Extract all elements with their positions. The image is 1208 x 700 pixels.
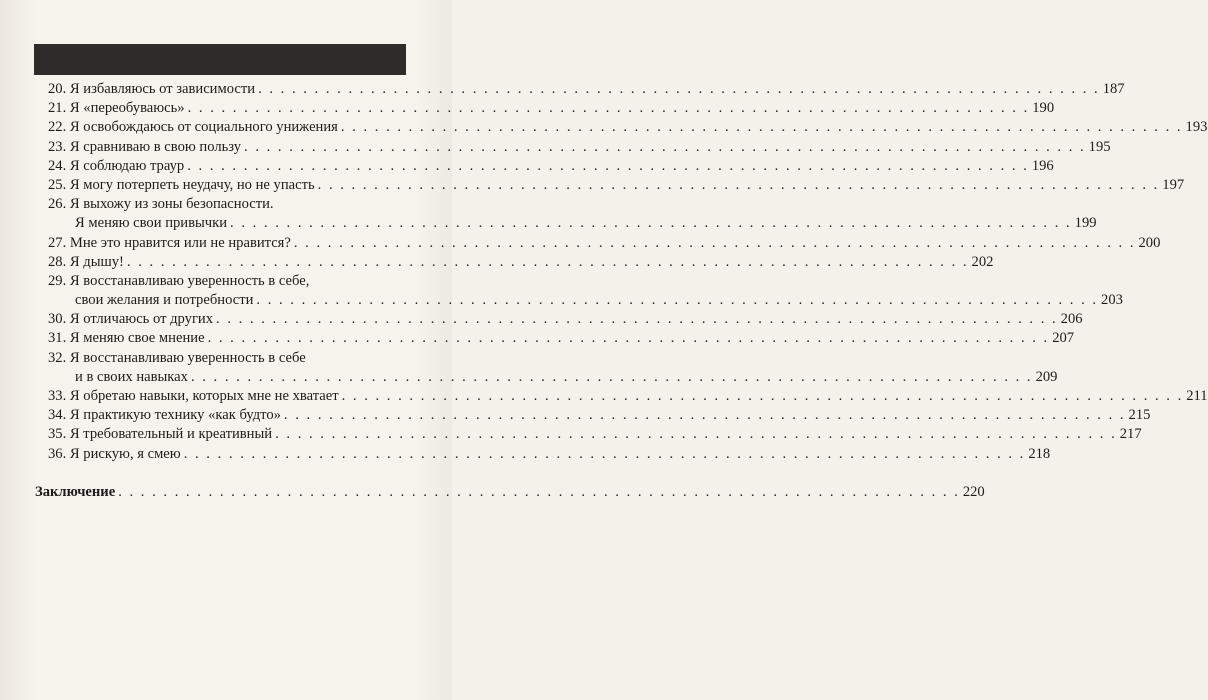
dot-leader — [230, 214, 1072, 233]
toc-entry — [48, 445, 1051, 464]
toc-entry — [48, 253, 994, 272]
toc-entry-page: 217 — [1119, 426, 1142, 443]
toc-entry — [48, 310, 1083, 329]
toc-entry-page: 215 — [1128, 407, 1151, 424]
table-of-contents — [35, 80, 1208, 502]
toc-entry-title: 23. Я сравниваю в свою пользу — [48, 138, 242, 155]
toc-entry-title: 32. Я восстанавливаю уверенность в себе — [48, 349, 306, 366]
dot-leader — [275, 425, 1117, 444]
toc-entry-first-line — [48, 349, 406, 368]
dot-leader — [256, 291, 1098, 310]
toc-entry-title: 28. Я дышу! — [48, 253, 124, 270]
dot-leader — [208, 329, 1050, 348]
dot-leader — [216, 310, 1058, 329]
toc-entry — [48, 387, 1208, 406]
toc-entry-title: 33. Я обретаю навыки, которых мне не хватает — [48, 388, 339, 404]
dot-leader — [118, 483, 960, 502]
toc-entry-title: 25. Я могу потерпеть неудачу, но не упасть — [48, 176, 315, 193]
toc-conclusion-page: 220 — [962, 483, 985, 500]
toc-entry-page: 211 — [1186, 388, 1208, 404]
toc-entry — [48, 234, 1161, 253]
toc-entry-page: 203 — [1101, 292, 1123, 309]
toc-entry-title: 30. Я отличаюсь от других — [48, 311, 214, 328]
toc-entry-page: 195 — [1088, 138, 1111, 155]
toc-entry-title: 29. Я восстанавливаю уверенность в себе, — [48, 272, 310, 289]
toc-conclusion-title: Заключение — [35, 483, 116, 500]
toc-entry-page: 206 — [1060, 311, 1083, 328]
dot-leader — [188, 99, 1030, 118]
toc-entry-page: 207 — [1052, 330, 1075, 347]
toc-entry — [48, 138, 1111, 157]
toc-entry-title: 22. Я освобождаюсь от социального унижения — [48, 119, 338, 136]
toc-entry-page: 187 — [1102, 81, 1125, 97]
toc-entry — [48, 157, 1054, 176]
toc-conclusion — [35, 483, 985, 502]
toc-entry-title: 20. Я избавляюсь от зависимости — [48, 81, 256, 97]
toc-entry — [48, 368, 1058, 387]
dot-leader — [294, 234, 1136, 253]
dot-leader — [342, 387, 1184, 406]
toc-entry — [48, 118, 1208, 137]
toc-entry — [48, 80, 1125, 99]
toc-entry — [48, 291, 1123, 310]
dot-leader — [187, 157, 1029, 176]
toc-entry-title: 26. Я выхожу из зоны безопасности. — [48, 196, 274, 213]
toc-entry-first-line — [48, 195, 406, 214]
dot-leader — [127, 253, 969, 272]
toc-entry-title: 36. Я рискую, я смею — [48, 445, 181, 462]
toc-entry-page: 193 — [1185, 119, 1208, 136]
toc-entry — [48, 99, 1055, 118]
toc-entry-continuation: и в своих навыках — [75, 368, 188, 385]
toc-entry — [48, 406, 1151, 425]
toc-entry-first-line — [48, 272, 406, 291]
toc-entry-page: 200 — [1138, 234, 1161, 251]
toc-entry-page: 197 — [1162, 176, 1185, 193]
toc-entry-continuation: свои желания и потребности — [75, 292, 254, 309]
toc-entry — [48, 425, 1142, 444]
toc-entry-title: 27. Мне это нравится или не нравится? — [48, 234, 291, 251]
toc-entry-title: 24. Я соблюдаю траур — [48, 157, 185, 174]
toc-entry-title: 34. Я практикую технику «как будто» — [48, 407, 281, 424]
dot-leader — [184, 445, 1026, 464]
toc-entry-page: 209 — [1035, 368, 1058, 385]
dot-leader — [258, 80, 1100, 99]
toc-entry-page: 202 — [971, 253, 994, 270]
toc-entry — [48, 329, 1075, 348]
toc-entry-title: 21. Я «переобуваюсь» — [48, 100, 185, 117]
dot-leader — [341, 118, 1183, 137]
dot-leader — [244, 138, 1086, 157]
toc-entry-page: 196 — [1031, 157, 1054, 174]
dot-leader — [191, 368, 1033, 387]
toc-entry-page: 218 — [1028, 445, 1051, 462]
toc-entry-page: 190 — [1032, 100, 1055, 117]
spacer — [48, 464, 406, 483]
toc-entry — [48, 214, 1097, 233]
toc-entry-title: 35. Я требовательный и креативный — [48, 426, 273, 443]
toc-entry-title: 31. Я меняю свое мнение — [48, 330, 205, 347]
header-band — [34, 44, 406, 75]
toc-entry-continuation: Я меняю свои привычки — [75, 215, 228, 232]
dot-leader — [284, 406, 1126, 425]
toc-entry-page: 199 — [1074, 215, 1097, 232]
dot-leader — [318, 176, 1160, 195]
toc-entry — [48, 176, 1185, 195]
